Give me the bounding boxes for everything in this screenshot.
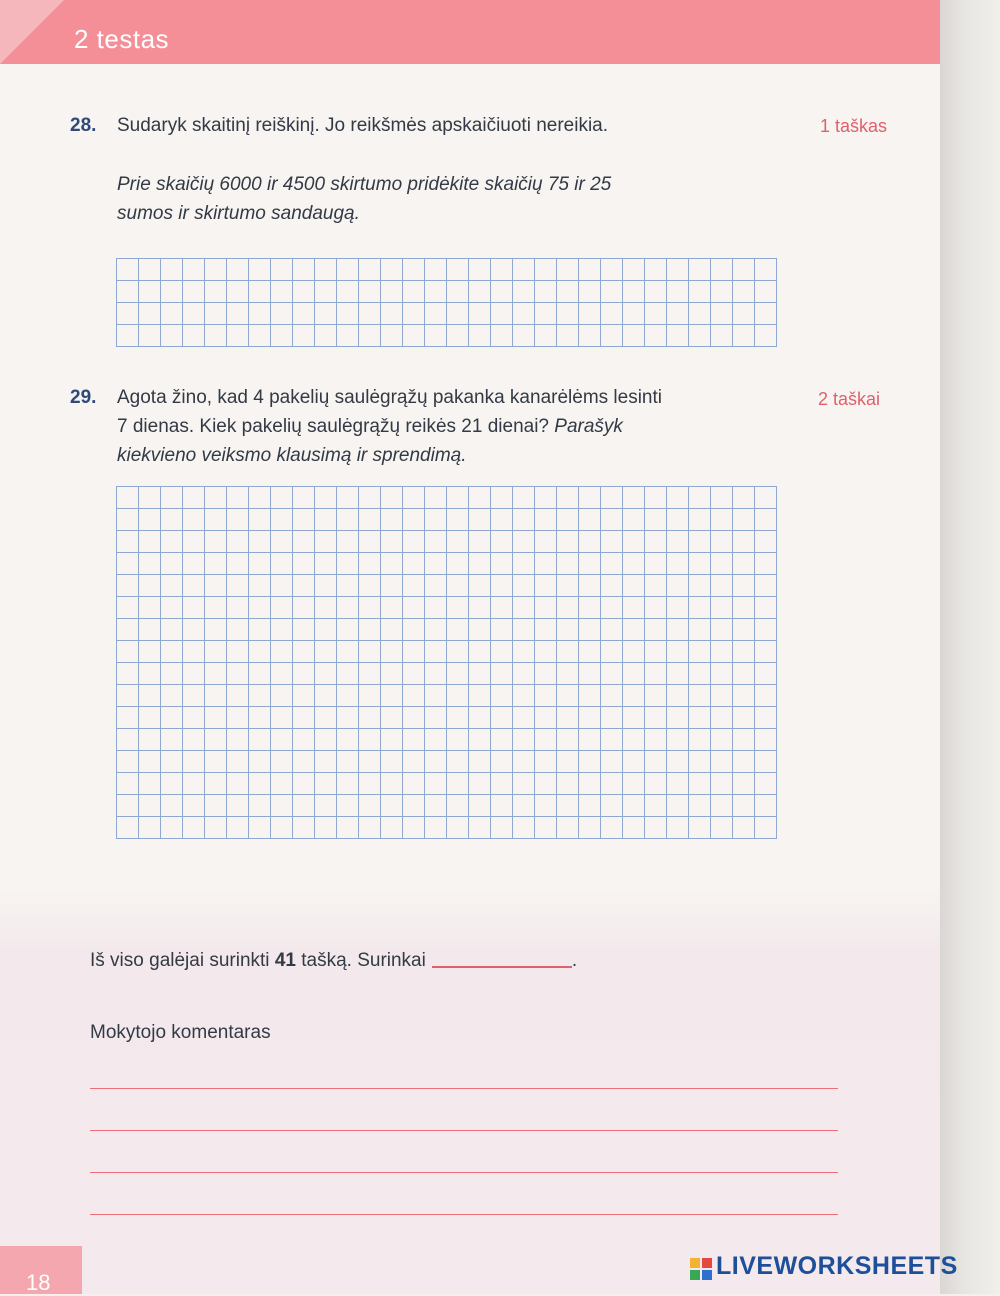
header-corner [0,0,64,64]
page-title: 2 testas [74,24,170,54]
task-28-answer-grid[interactable] [116,258,777,347]
summary-total: 41 [274,950,296,971]
page-number: 18 [26,1270,51,1295]
task-29-line3: kiekvieno veiksmo klausimą ir sprendimą. [117,445,467,466]
task-29-number: 29. [70,387,97,408]
task-28-prompt: Sudaryk skaitinį reiškinį. Jo reikšmės apskaičiuoti nereikia. [117,115,609,136]
task-29-points: 2 taškai [818,389,881,409]
score-summary [90,950,577,972]
summary-text-before: Iš viso galėjai surinkti [90,950,270,971]
task-28-statement [117,170,611,228]
task-28-number: 28. [70,115,97,136]
comment-line-2[interactable] [90,1130,838,1131]
comment-line-1[interactable] [90,1088,838,1089]
task-29-answer-grid[interactable] [116,486,777,839]
task-29-line2-italic: Parašyk [554,416,623,437]
score-input-line[interactable] [432,966,572,968]
task-29-text [117,383,662,470]
summary-text-after: tašką. Surinkai [301,950,426,971]
task-29-line1: Agota žino, kad 4 pakelių saulėgrąžų pakanka kanarėlėms lesinti [117,387,662,408]
comment-line-3[interactable] [90,1172,838,1173]
liveworksheets-logo-icon [690,1258,712,1280]
task-28-statement-line2: sumos ir skirtumo sandaugą. [117,203,360,224]
task-28-points: 1 taškas [820,116,888,136]
teacher-comment-label: Mokytojo komentaras [90,1022,271,1043]
page-edge [940,0,1000,1294]
summary-period: . [571,950,578,971]
task-28-statement-line1: Prie skaičių 6000 ir 4500 skirtumo pridėkite skaičių 75 ir 25 [117,174,612,195]
comment-line-4[interactable] [90,1214,838,1215]
liveworksheets-brand[interactable]: LIVEWORKSHEETS [716,1252,958,1280]
task-29-line2: 7 dienas. Kiek pakelių saulėgrąžų reikės 21 dienai? [117,416,549,437]
